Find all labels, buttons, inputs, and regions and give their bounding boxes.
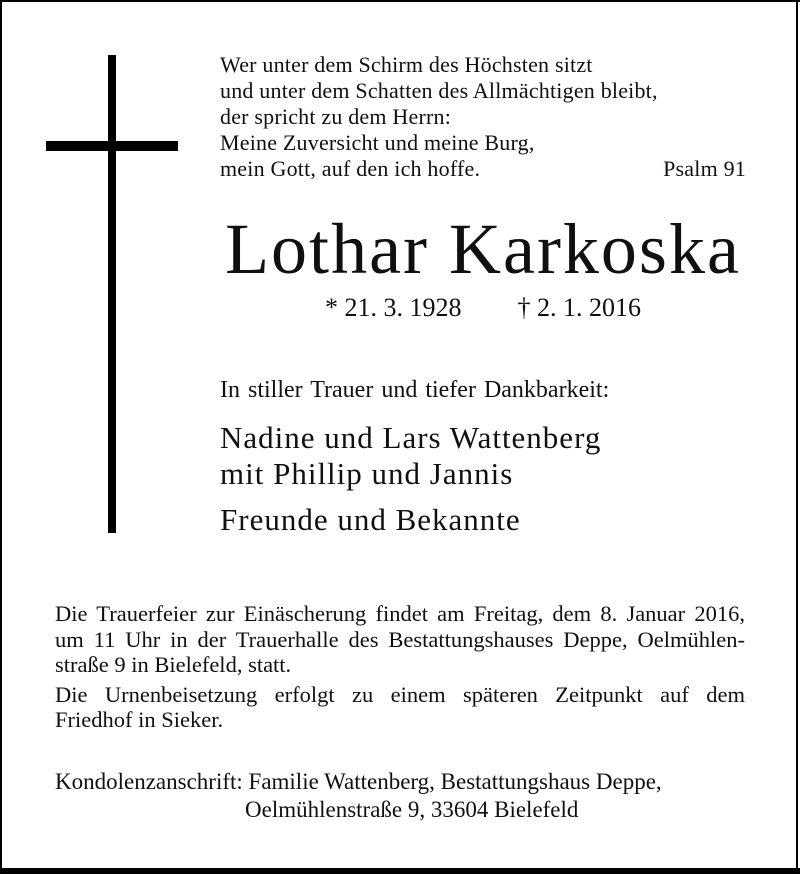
cross-horizontal-bar	[46, 141, 178, 151]
cremation-notice-line: straße 9 in Bielefeld, statt.	[55, 652, 292, 677]
psalm-quote-last-row	[220, 156, 746, 182]
family-mourners	[220, 420, 760, 492]
scan-border-left	[0, 0, 2, 874]
family-mourner-line: Nadine und Lars Wattenberg	[220, 420, 602, 455]
condolence-line-1: Kondolenzanschrift: Familie Wattenberg, Bestattungshaus Deppe,	[55, 769, 662, 794]
deceased-name: Lothar Karkoska	[225, 209, 741, 289]
scan-border-right	[796, 0, 798, 874]
mourning-section	[220, 376, 760, 538]
condolence-address	[55, 768, 745, 824]
psalm-quote-line: Wer unter dem Schirm des Höchsten sitzt	[220, 52, 593, 77]
other-mourner-line: Freunde und Bekannte	[220, 502, 521, 537]
mourning-intro: In stiller Trauer und tiefer Dankbarkeit:	[220, 377, 610, 403]
psalm-quote-line: der spricht zu dem Herrn:	[220, 104, 452, 129]
cremation-notice-line: Die Trauerfeier zur Einäscherung findet am Freitag, dem 8. Januar 2016,	[55, 601, 745, 626]
death-date: † 2. 1. 2016	[517, 293, 641, 322]
condolence-line-2: Oelmühlenstraße 9, 33604 Bielefeld	[245, 797, 579, 822]
scan-border-bottom	[0, 868, 800, 874]
funeral-notice	[55, 601, 745, 733]
scan-border-top	[0, 0, 800, 2]
life-dates	[220, 293, 746, 323]
family-mourner-line: mit Phillip und Jannis	[220, 456, 514, 491]
birth-date: * 21. 3. 1928	[325, 293, 462, 322]
other-mourners	[220, 502, 760, 538]
cremation-paragraph	[55, 601, 745, 678]
psalm-quote-lines	[220, 52, 746, 156]
urn-burial-notice-line: Die Urnenbeisetzung erfolgt zu einem späteren Zeitpunkt auf dem	[55, 681, 745, 707]
psalm-quote-line: und unter dem Schatten des Allmächtigen bleibt,	[220, 78, 658, 103]
cremation-notice-line: um 11 Uhr in der Trauerhalle des Bestattungshauses Deppe, Oelmühlen-	[55, 626, 745, 652]
urn-burial-notice-line: Friedhof in Sieker.	[55, 707, 224, 732]
psalm-quote-line: mein Gott, auf den ich hoffe.	[220, 156, 481, 181]
psalm-quote	[220, 52, 746, 182]
psalm-quote-line: Meine Zuversicht und meine Burg,	[220, 130, 535, 155]
psalm-reference: Psalm 91	[663, 156, 746, 181]
urn-burial-paragraph	[55, 682, 745, 733]
cross-vertical-bar	[108, 55, 116, 533]
